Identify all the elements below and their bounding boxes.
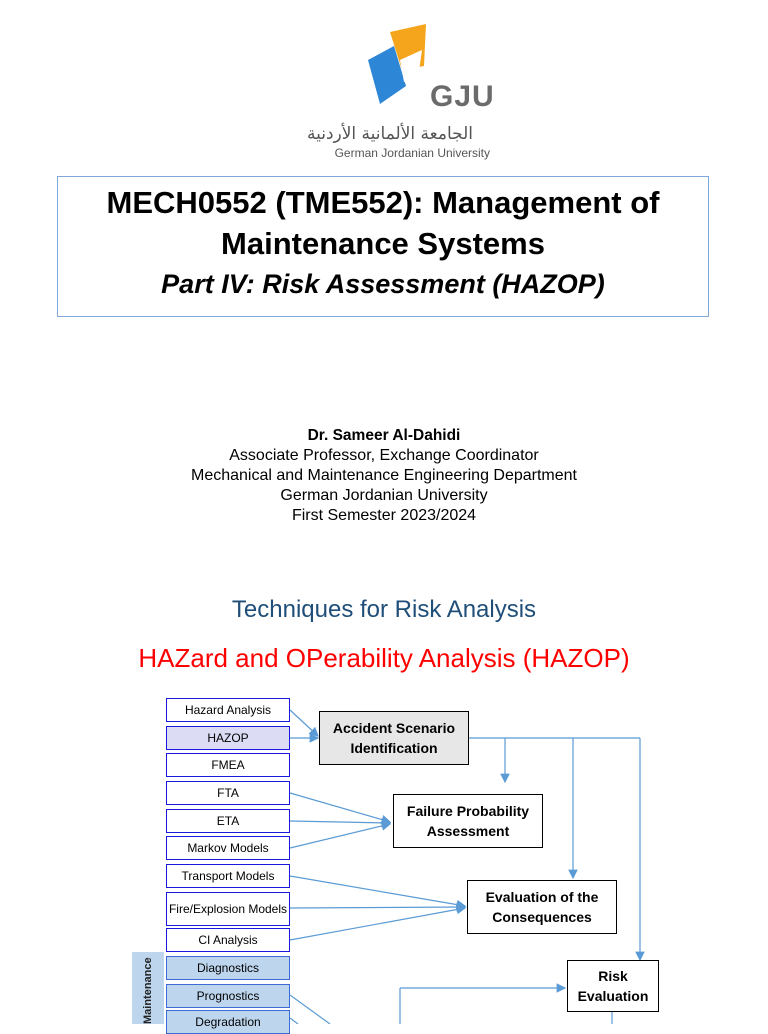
title-box: [57, 176, 709, 317]
author-position: Associate Professor, Exchange Coordinator: [229, 447, 539, 464]
author-name: Dr. Sameer Al-Dahidi: [307, 427, 461, 444]
logo-arabic-name: الجامعة الألمانية الأردنية: [306, 124, 474, 144]
logo-wordmark: GJU: [430, 80, 495, 113]
step-accident-scenario: Accident Scenario Identification: [319, 711, 469, 765]
author-university: German Jordanian University: [280, 487, 488, 504]
maintenance-technique-box: Diagnostics: [166, 956, 290, 980]
course-title-line1: MECH0552 (TME552): Management of: [106, 185, 660, 220]
maintenance-technique-box: Prognostics: [166, 984, 290, 1008]
course-title-line2: Maintenance Systems: [221, 226, 545, 261]
technique-box: Hazard Analysis: [166, 698, 290, 722]
technique-box: FMEA: [166, 753, 290, 777]
technique-box: CI Analysis: [166, 928, 290, 952]
author-department: Mechanical and Maintenance Engineering Department: [190, 467, 577, 484]
logo-english-name: German Jordanian University: [334, 146, 490, 160]
slide-subheading: HAZard and OPerability Analysis (HAZOP): [138, 643, 630, 673]
step-consequences: Evaluation of the Consequences: [467, 880, 617, 934]
maintenance-label: Maintenance: [142, 957, 154, 1024]
risk-analysis-diagram: [0, 690, 768, 1029]
technique-box-highlighted: HAZOP: [166, 726, 290, 750]
maintenance-technique-box: Degradation: [166, 1010, 290, 1034]
technique-box: FTA: [166, 781, 290, 805]
technique-box: ETA: [166, 809, 290, 833]
technique-box: Transport Models: [166, 864, 290, 888]
technique-box: Markov Models: [166, 836, 290, 860]
slide-heading: Techniques for Risk Analysis: [231, 596, 537, 623]
author-semester: First Semester 2023/2024: [291, 507, 477, 524]
maintenance-group: [132, 952, 164, 1024]
step-failure-probability: Failure Probability Assessment: [393, 794, 543, 848]
author-block: [84, 426, 684, 526]
part-subtitle: Part IV: Risk Assessment (HAZOP): [161, 269, 605, 299]
technique-box: Fire/Explosion Models: [166, 892, 290, 926]
step-risk-evaluation: Risk Evaluation: [567, 960, 659, 1012]
